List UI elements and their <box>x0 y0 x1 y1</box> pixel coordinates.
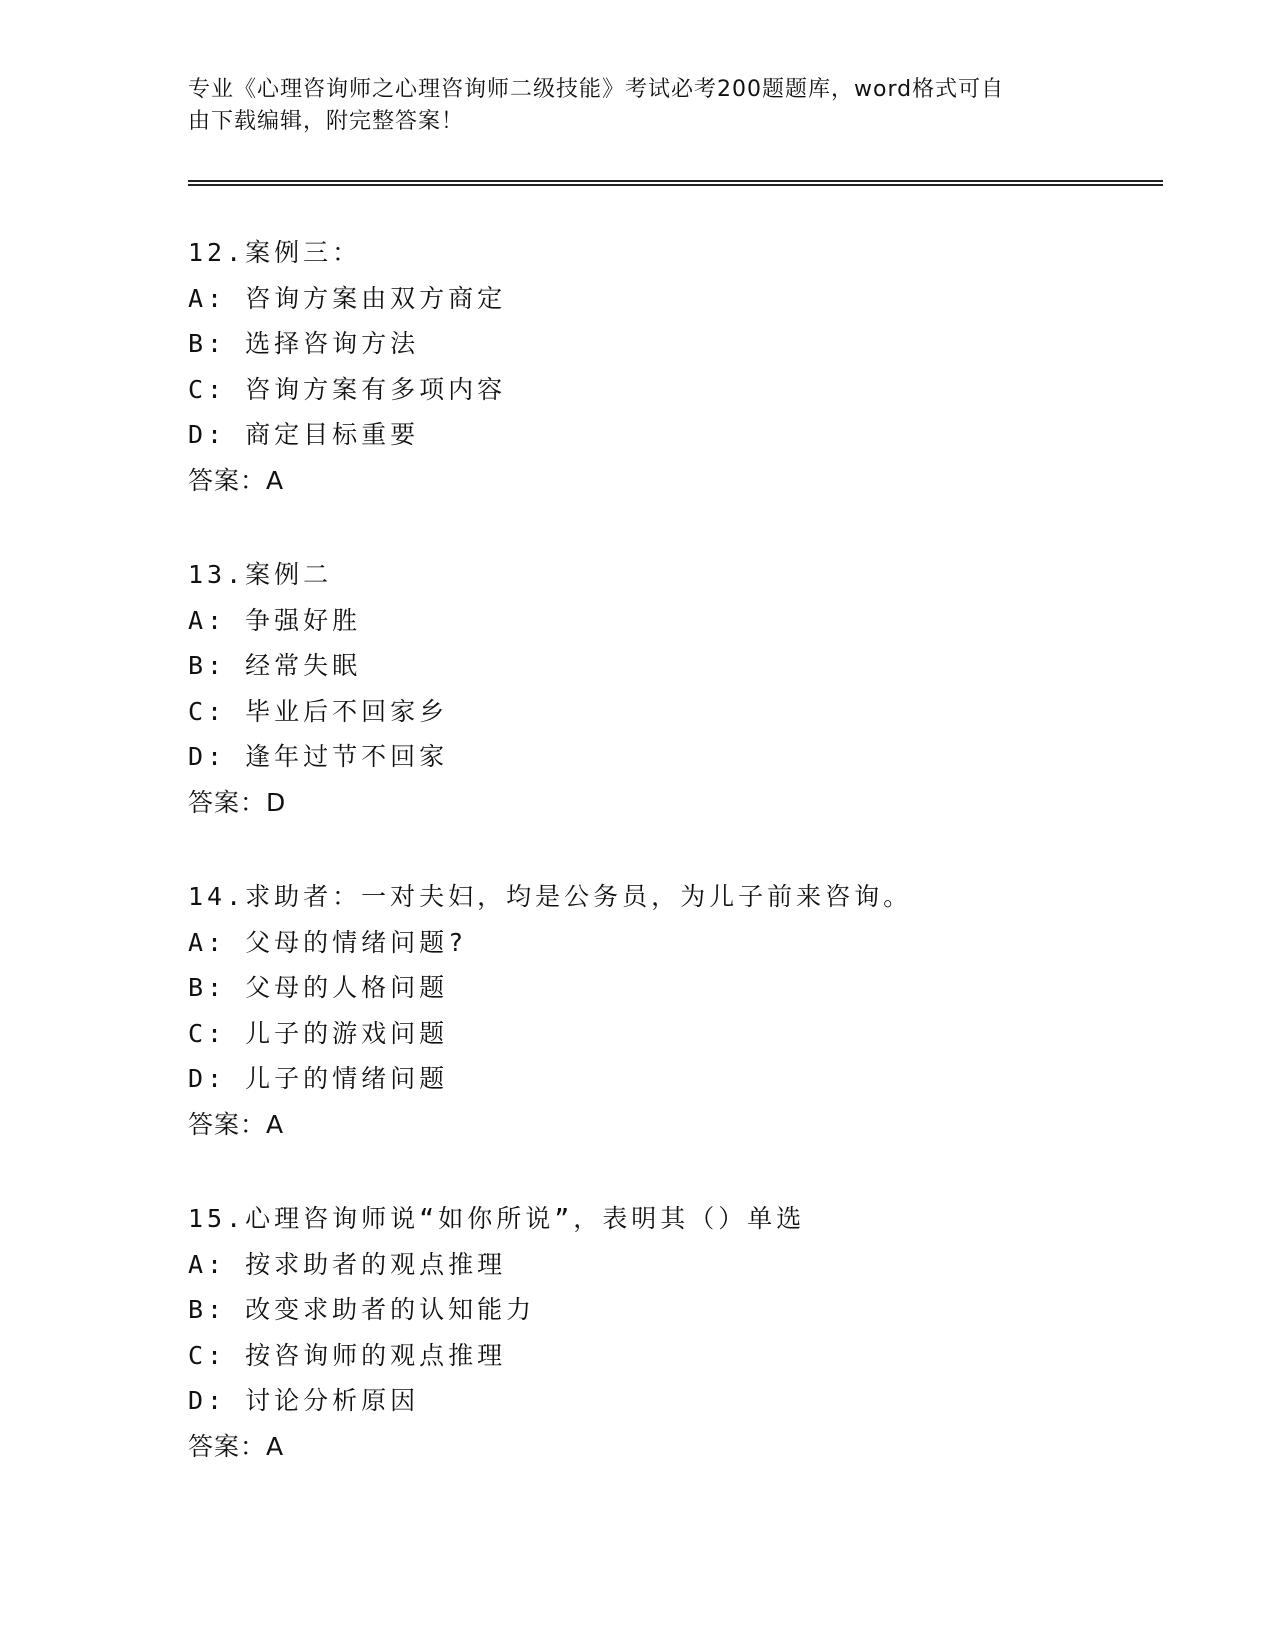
option-c: C: 毕业后不回家乡 <box>188 696 449 726</box>
option-c: C: 按咨询师的观点推理 <box>188 1340 507 1370</box>
document-header <box>188 74 1068 138</box>
header-divider <box>188 180 1163 186</box>
question-stem: 14.求助者：一对夫妇，均是公务员，为儿子前来咨询。 <box>188 882 913 911</box>
question-13 <box>188 552 448 826</box>
option-b: B: 选择咨询方法 <box>188 329 420 359</box>
answer-line: 答案：A <box>188 465 285 495</box>
question-stem: 15.心理咨询师说“如你所说”，表明其（）单选 <box>188 1204 806 1233</box>
option-c: C: 咨询方案有多项内容 <box>188 374 507 404</box>
header-line-1: 专业《心理咨询师之心理咨询师二级技能》考试必考200题题库，word格式可自 <box>188 77 1005 102</box>
option-a: A: 按求助者的观点推理 <box>188 1249 507 1279</box>
question-stem: 12.案例三： <box>188 238 362 267</box>
header-line-2: 由下载编辑，附完整答案！ <box>188 109 465 134</box>
option-d: D: 商定目标重要 <box>188 420 420 450</box>
option-b: B: 父母的人格问题 <box>188 973 449 1003</box>
question-14 <box>188 874 912 1148</box>
question-stem: 13.案例二 <box>188 560 333 589</box>
option-a: A: 咨询方案由双方商定 <box>188 283 507 313</box>
option-b: B: 改变求助者的认知能力 <box>188 1295 536 1325</box>
option-b: B: 经常失眠 <box>188 651 362 681</box>
option-a: A: 争强好胜 <box>188 605 362 635</box>
option-d: D: 儿子的情绪问题 <box>188 1064 449 1094</box>
answer-line: 答案：A <box>188 1109 285 1139</box>
option-a: A: 父母的情绪问题? <box>188 927 468 957</box>
question-12 <box>188 230 506 504</box>
answer-line: 答案：D <box>188 787 287 817</box>
option-d: D: 逢年过节不回家 <box>188 742 449 772</box>
question-15 <box>188 1196 805 1470</box>
answer-line: 答案：A <box>188 1431 285 1461</box>
option-d: D: 讨论分析原因 <box>188 1386 420 1416</box>
option-c: C: 儿子的游戏问题 <box>188 1018 449 1048</box>
